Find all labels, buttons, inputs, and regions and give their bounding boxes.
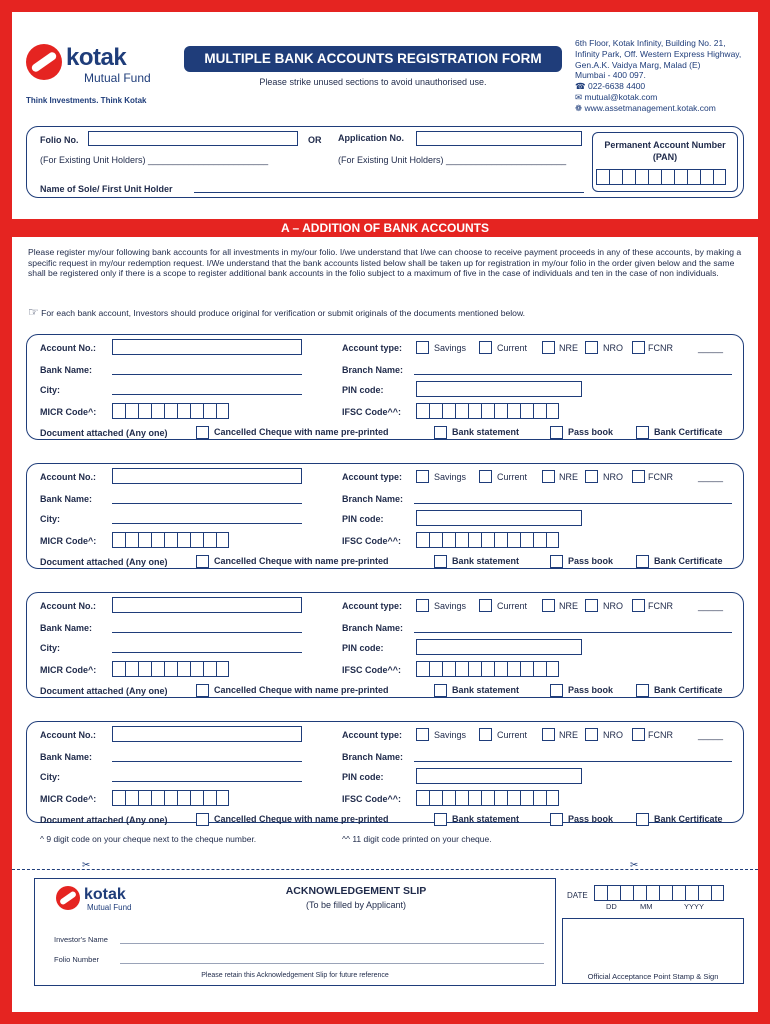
address-line: Mumbai - 400 097. — [575, 70, 646, 81]
logo-sub: Mutual Fund — [84, 71, 151, 85]
city-label: City: — [40, 772, 60, 782]
micr-input-cells[interactable] — [112, 661, 229, 677]
branch-name-input[interactable] — [414, 761, 732, 762]
document-checkbox[interactable] — [550, 684, 563, 697]
bank-name-label: Bank Name: — [40, 752, 93, 762]
micr-label: MICR Code^: — [40, 407, 97, 417]
pan-input-cells[interactable] — [596, 169, 726, 185]
bank-name-input[interactable] — [112, 632, 302, 633]
document-option: Pass book — [568, 685, 614, 695]
account-type-option: NRO — [603, 343, 623, 353]
tagline: Think Investments. Think Kotak — [26, 96, 147, 105]
account-type-option: Current — [497, 601, 528, 611]
holder-name-label: Name of Sole/ First Unit Holder — [40, 184, 173, 194]
account-no-label: Account No.: — [40, 730, 96, 740]
account-type-checkbox[interactable] — [542, 470, 555, 483]
account-type-option: NRO — [603, 601, 623, 611]
branch-name-input[interactable] — [414, 632, 732, 633]
pin-label: PIN code: — [342, 385, 384, 395]
section-a-instructions: Please register my/our following bank accounts for all investments in my/our folio. I/we understand that I/we can choose to receive payment proceeds in any of these accounts, by making a specific request in my/our redemption request. I/We understand that the bank accounts listed below shall be taken up for registration in my/our folio in the order given below and the same shall be registered only if there is a scope to register additional bank accounts in the folio subject to a maximum of five in the case of individuals and ten in the case of non individuals. — [28, 247, 742, 279]
form-title: MULTIPLE BANK ACCOUNTS REGISTRATION FORM — [184, 46, 562, 72]
document-label: Document attached (Any one) — [40, 686, 168, 696]
ifsc-label: IFSC Code^^: — [342, 407, 402, 417]
phone-icon: ☎ — [575, 81, 586, 92]
office-address — [575, 38, 760, 114]
document-checkbox[interactable] — [636, 813, 649, 826]
city-input[interactable] — [112, 394, 302, 395]
account-no-label: Account No.: — [40, 472, 96, 482]
account-type-checkbox[interactable] — [416, 728, 429, 741]
document-checkbox[interactable] — [434, 684, 447, 697]
city-label: City: — [40, 643, 60, 653]
account-type-option: FCNR — [648, 343, 673, 353]
pin-input[interactable] — [416, 639, 582, 655]
account-type-checkbox[interactable] — [542, 599, 555, 612]
form-sheet — [12, 12, 758, 1012]
pin-label: PIN code: — [342, 643, 384, 653]
phone-number: 022-6638 4400 — [587, 81, 646, 92]
bank-name-input[interactable] — [112, 761, 302, 762]
document-option: Cancelled Cheque with name pre-printed — [214, 556, 389, 566]
scissors-icon: ✂ — [630, 860, 639, 871]
holder-name-input[interactable] — [194, 192, 584, 193]
mm-label: MM — [640, 902, 653, 911]
folio-number-label: Folio Number — [54, 955, 100, 964]
document-option: Bank statement — [452, 556, 520, 566]
bank-name-input[interactable] — [112, 503, 302, 504]
account-type-option: NRE — [559, 601, 579, 611]
account-no-input[interactable] — [112, 726, 302, 742]
pin-input[interactable] — [416, 510, 582, 526]
investor-name-input[interactable] — [120, 943, 544, 944]
micr-input-cells[interactable] — [112, 790, 229, 806]
email-address[interactable]: mutual@kotak.com — [584, 91, 658, 102]
account-no-input[interactable] — [112, 339, 302, 355]
account-type-other[interactable]: _____ — [698, 601, 724, 611]
account-type-checkbox[interactable] — [585, 728, 598, 741]
account-type-other[interactable]: _____ — [698, 730, 724, 740]
branch-name-label: Branch Name: — [342, 494, 404, 504]
document-option: Pass book — [568, 814, 614, 824]
account-type-option: Current — [497, 472, 528, 482]
bank-name-label: Bank Name: — [40, 623, 93, 633]
account-type-checkbox[interactable] — [479, 470, 492, 483]
city-input[interactable] — [112, 523, 302, 524]
ack-subtitle: (To be filled by Applicant) — [305, 900, 407, 910]
micr-input-cells[interactable] — [112, 403, 229, 419]
document-checkbox[interactable] — [434, 426, 447, 439]
branch-name-label: Branch Name: — [342, 365, 404, 375]
pointing-hand-icon: ☞ — [28, 305, 39, 319]
branch-name-input[interactable] — [414, 374, 732, 375]
yyyy-label: YYYY — [684, 902, 705, 911]
account-type-checkbox[interactable] — [632, 599, 645, 612]
pan-label: Permanent Account Number (PAN) — [604, 140, 726, 162]
kotak-logo-mark-icon — [26, 44, 62, 80]
micr-label: MICR Code^: — [40, 536, 97, 546]
document-checkbox[interactable] — [550, 813, 563, 826]
account-type-checkbox[interactable] — [479, 599, 492, 612]
account-type-option: Savings — [434, 343, 467, 353]
pin-input[interactable] — [416, 768, 582, 784]
ifsc-label: IFSC Code^^: — [342, 536, 402, 546]
branch-name-label: Branch Name: — [342, 752, 404, 762]
account-type-checkbox[interactable] — [479, 341, 492, 354]
pin-input[interactable] — [416, 381, 582, 397]
micr-input-cells[interactable] — [112, 532, 229, 548]
ifsc-label: IFSC Code^^: — [342, 794, 402, 804]
ack-kotak-logo — [56, 886, 156, 912]
account-type-checkbox[interactable] — [632, 470, 645, 483]
account-type-checkbox[interactable] — [632, 341, 645, 354]
account-type-option: NRE — [559, 730, 579, 740]
ack-logo-sub: Mutual Fund — [87, 903, 132, 912]
document-option: Bank Certificate — [654, 556, 723, 566]
document-option: Bank Certificate — [654, 427, 723, 437]
ifsc-input-cells[interactable] — [416, 403, 559, 419]
bank-name-label: Bank Name: — [40, 365, 93, 375]
scissors-icon: ✂ — [82, 860, 91, 871]
account-type-option: NRO — [603, 472, 623, 482]
document-checkbox[interactable] — [434, 813, 447, 826]
document-option: Bank Certificate — [654, 814, 723, 824]
account-type-checkbox[interactable] — [585, 470, 598, 483]
document-checkbox[interactable] — [196, 426, 209, 439]
account-type-option: FCNR — [648, 730, 673, 740]
globe-icon: ❁ — [575, 102, 583, 113]
account-no-input[interactable] — [112, 468, 302, 484]
folio-hint: (For Existing Unit Holders) ________________________ — [40, 155, 269, 165]
account-type-label: Account type: — [342, 343, 403, 353]
section-a-note: ☞ For each bank account, Investors should produce original for verification or submit originals of the documents mentioned below. — [28, 305, 526, 319]
account-type-option: Current — [497, 343, 528, 353]
account-type-option: NRE — [559, 343, 579, 353]
or-label: OR — [308, 135, 322, 145]
account-type-checkbox[interactable] — [585, 599, 598, 612]
account-type-checkbox[interactable] — [416, 470, 429, 483]
document-checkbox[interactable] — [434, 555, 447, 568]
account-type-option: Current — [497, 730, 528, 740]
application-input[interactable] — [416, 131, 582, 146]
website-link[interactable]: www.assetmanagement.kotak.com — [584, 102, 716, 113]
address-line: 6th Floor, Kotak Infinity, Building No. 21, — [575, 38, 726, 48]
account-type-option: FCNR — [648, 601, 673, 611]
city-input[interactable] — [112, 652, 302, 653]
account-type-option: NRE — [559, 472, 579, 482]
account-type-label: Account type: — [342, 472, 403, 482]
document-option: Pass book — [568, 427, 614, 437]
micr-footnote: ^ 9 digit code on your cheque next to the cheque number. — [40, 834, 257, 844]
address-line: Gen.A.K. Vaidya Marg, Malad (E) — [575, 59, 701, 70]
account-type-other[interactable]: _____ — [698, 472, 724, 482]
pin-label: PIN code: — [342, 772, 384, 782]
document-checkbox[interactable] — [196, 555, 209, 568]
section-a-title: A – ADDITION OF BANK ACCOUNTS — [12, 219, 758, 237]
city-label: City: — [40, 514, 60, 524]
bank-name-label: Bank Name: — [40, 494, 93, 504]
account-type-option: FCNR — [648, 472, 673, 482]
document-option: Cancelled Cheque with name pre-printed — [214, 427, 389, 437]
account-type-checkbox[interactable] — [542, 341, 555, 354]
logo-word: kotak — [66, 44, 127, 71]
account-type-checkbox[interactable] — [416, 599, 429, 612]
document-option: Bank statement — [452, 427, 520, 437]
document-option: Bank statement — [452, 814, 520, 824]
ifsc-input-cells[interactable] — [416, 661, 559, 677]
document-checkbox[interactable] — [550, 555, 563, 568]
document-label: Document attached (Any one) — [40, 557, 168, 567]
account-type-label: Account type: — [342, 601, 403, 611]
branch-name-label: Branch Name: — [342, 623, 404, 633]
document-checkbox[interactable] — [636, 555, 649, 568]
account-no-label: Account No.: — [40, 601, 96, 611]
date-label: DATE — [567, 891, 588, 900]
document-option: Bank Certificate — [654, 685, 723, 695]
account-no-input[interactable] — [112, 597, 302, 613]
cut-line — [12, 869, 758, 870]
folio-label: Folio No. — [40, 135, 79, 145]
city-label: City: — [40, 385, 60, 395]
investor-name-label: Investor's Name — [54, 935, 108, 944]
address-line: Infinity Park, Off. Western Express Highway, — [575, 48, 742, 59]
account-type-checkbox[interactable] — [585, 341, 598, 354]
account-type-checkbox[interactable] — [479, 728, 492, 741]
account-type-checkbox[interactable] — [416, 341, 429, 354]
city-input[interactable] — [112, 781, 302, 782]
micr-label: MICR Code^: — [40, 665, 97, 675]
ack-logo-word: kotak — [84, 886, 126, 903]
account-no-label: Account No.: — [40, 343, 96, 353]
branch-name-input[interactable] — [414, 503, 732, 504]
document-option: Cancelled Cheque with name pre-printed — [214, 814, 389, 824]
micr-label: MICR Code^: — [40, 794, 97, 804]
ifsc-input-cells[interactable] — [416, 790, 559, 806]
bank-name-input[interactable] — [112, 374, 302, 375]
document-checkbox[interactable] — [636, 426, 649, 439]
account-type-option: Savings — [434, 472, 467, 482]
date-input-cells[interactable] — [594, 885, 724, 901]
account-type-option: Savings — [434, 601, 467, 611]
stamp-label: Official Acceptance Point Stamp & Sign — [587, 972, 719, 981]
document-checkbox[interactable] — [550, 426, 563, 439]
account-type-checkbox[interactable] — [542, 728, 555, 741]
document-label: Document attached (Any one) — [40, 815, 168, 825]
document-option: Bank statement — [452, 685, 520, 695]
document-option: Cancelled Cheque with name pre-printed — [214, 685, 389, 695]
pin-label: PIN code: — [342, 514, 384, 524]
retain-note: Please retain this Acknowledgement Slip for future reference — [201, 972, 389, 979]
form-subtitle: Please strike unused sections to avoid unauthorised use. — [259, 77, 487, 87]
email-icon: ✉ — [575, 91, 583, 102]
application-label: Application No. — [338, 133, 404, 143]
ifsc-footnote: ^^ 11 digit code printed on your cheque. — [342, 834, 492, 844]
kotak-logo-mark-icon — [56, 886, 80, 910]
account-type-other[interactable]: _____ — [698, 343, 724, 353]
folio-input[interactable] — [88, 131, 298, 146]
document-label: Document attached (Any one) — [40, 428, 168, 438]
account-type-option: Savings — [434, 730, 467, 740]
document-checkbox[interactable] — [196, 684, 209, 697]
ifsc-label: IFSC Code^^: — [342, 665, 402, 675]
account-type-label: Account type: — [342, 730, 403, 740]
ifsc-input-cells[interactable] — [416, 532, 559, 548]
dd-label: DD — [606, 902, 617, 911]
ack-title: ACKNOWLEDGEMENT SLIP — [285, 885, 427, 897]
application-hint: (For Existing Unit Holders) ________________________ — [338, 155, 567, 165]
account-type-option: NRO — [603, 730, 623, 740]
document-checkbox[interactable] — [196, 813, 209, 826]
account-type-checkbox[interactable] — [632, 728, 645, 741]
document-checkbox[interactable] — [636, 684, 649, 697]
document-option: Pass book — [568, 556, 614, 566]
folio-number-input[interactable] — [120, 963, 544, 964]
